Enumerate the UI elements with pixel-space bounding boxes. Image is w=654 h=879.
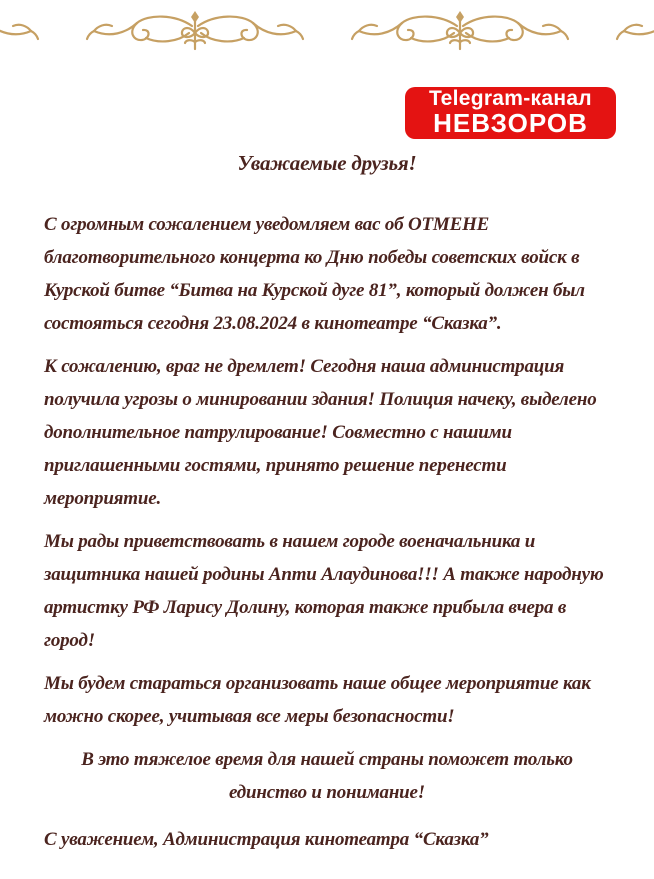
badge-channel-name: НЕВЗОРОВ — [433, 108, 588, 139]
letter-greeting: Уважаемые друзья! — [237, 151, 417, 175]
ornament-border — [0, 6, 654, 56]
gold-flourish-icon — [350, 8, 570, 54]
badge-channel-label: Telegram-канал — [429, 87, 592, 111]
letter-paragraph: В это тяжелое время для нашей страны поможет только единство и понимание! — [81, 749, 573, 803]
letter-body — [44, 150, 610, 866]
letter-paragraph: С огромным сожалением уведомляем вас об ОТМЕНЕ благотворительного концерта ко Дню победы советских войск в Курской битве “Битва на Курской дуге 81”, который должен был состояться сегодня 23.08.2024 в кинотеатре “Сказка”. — [44, 214, 585, 334]
letter-paragraph: Мы будем стараться организовать наше общее мероприятие как можно скорее, учитывая все меры безопасности! — [44, 673, 591, 727]
letter-paragraph: Мы рады приветствовать в нашем городе военачальника и защитника нашей родины Апти Алаудинова!!! А также народную артистку РФ Ларису Долину, которая также прибыла вчера в город! — [44, 531, 604, 651]
gold-flourish-icon — [85, 8, 305, 54]
telegram-channel-badge — [405, 87, 616, 139]
gold-flourish-icon — [0, 8, 40, 54]
gold-flourish-icon — [615, 8, 654, 54]
letter-paragraph: К сожалению, враг не дремлет! Сегодня наша администрация получила угрозы о минировании здания! Полиция начеку, выделено дополнительное патрулирование! Совместно с нашими приглашенными гостями, принято решение перенести мероприятие. — [44, 356, 597, 509]
letter-signature: С уважением, Администрация кинотеатра “Сказка” — [44, 829, 489, 850]
